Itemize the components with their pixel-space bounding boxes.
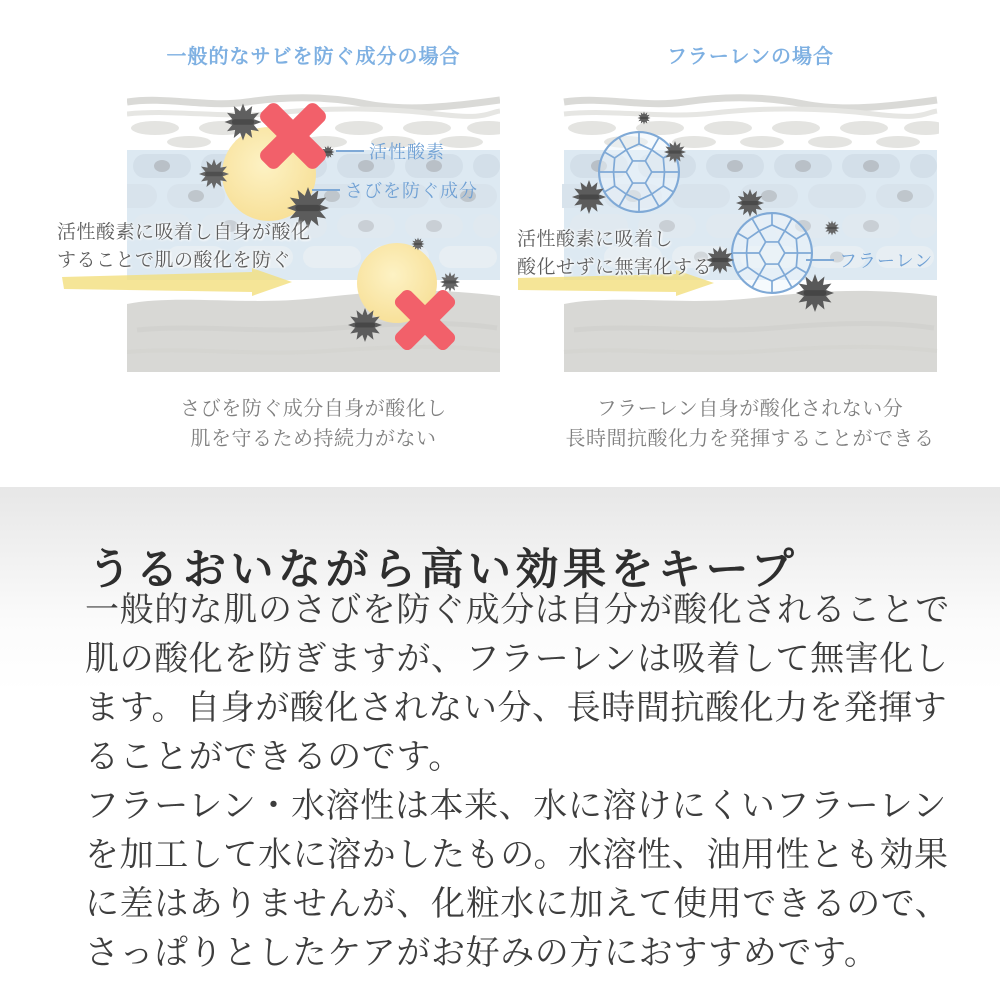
- article-body: [85, 586, 950, 978]
- note-line: 酸化せずに無害化する: [517, 256, 713, 278]
- body-line: ます。自身が酸化されない分、長時間抗酸化力を発揮す: [85, 689, 948, 727]
- label-fullerene: [806, 247, 933, 273]
- fullerene-molecule-icon: [599, 132, 679, 212]
- caption-line: 肌を守るため持続力がない: [190, 428, 437, 450]
- note-fullerene: [517, 226, 712, 281]
- leader-line: [312, 189, 340, 191]
- caption-general: [117, 394, 510, 454]
- article-section: [0, 487, 1000, 1000]
- body-line: ることができるのです。: [85, 738, 463, 776]
- article-heading: うるおいながら高い効果をキープ: [88, 545, 799, 594]
- note-line: することで肌の酸化を防ぐ: [57, 249, 292, 271]
- leader-line: [336, 150, 364, 152]
- caption-line: フラーレン自身が酸化されない分: [596, 398, 904, 420]
- body-line: に差はありませんが、化粧水に加えて使用できるので、: [85, 885, 950, 923]
- fullerene-molecule-icon: [732, 213, 812, 293]
- body-line: さっぱりとしたケアがお好みの方におすすめです。: [85, 934, 879, 972]
- label-active-oxygen: [336, 138, 445, 164]
- body-line: を加工して水に溶かしたもの。水溶性、油用性とも効果: [85, 836, 949, 874]
- body-line: 肌の酸化を防ぎますが、フラーレンは吸着して無害化し: [85, 640, 949, 678]
- label-text: さびを防ぐ成分: [345, 181, 478, 201]
- caption-fullerene: [545, 394, 955, 454]
- panel-title-fullerene: フラーレンの場合: [666, 46, 835, 68]
- note-line: 活性酸素に吸着し: [517, 229, 674, 250]
- body-line: 一般的な肌のさびを防ぐ成分は自分が酸化されることで: [85, 591, 950, 629]
- note-general: [57, 219, 311, 274]
- label-text: 活性酸素: [369, 142, 445, 162]
- note-line: 活性酸素に吸着し自身が酸化: [57, 222, 311, 243]
- panel-title-general: 一般的なサビを防ぐ成分の場合: [166, 46, 461, 68]
- leader-line: [806, 259, 834, 261]
- label-text: フラーレン: [839, 251, 934, 271]
- label-ingredient: [312, 177, 478, 203]
- caption-line: 長時間抗酸化力を発揮することができる: [565, 428, 935, 450]
- caption-line: さびを防ぐ成分自身が酸化し: [180, 398, 447, 420]
- body-line: フラーレン・水溶性は本来、水に溶けにくいフラーレン: [85, 787, 947, 825]
